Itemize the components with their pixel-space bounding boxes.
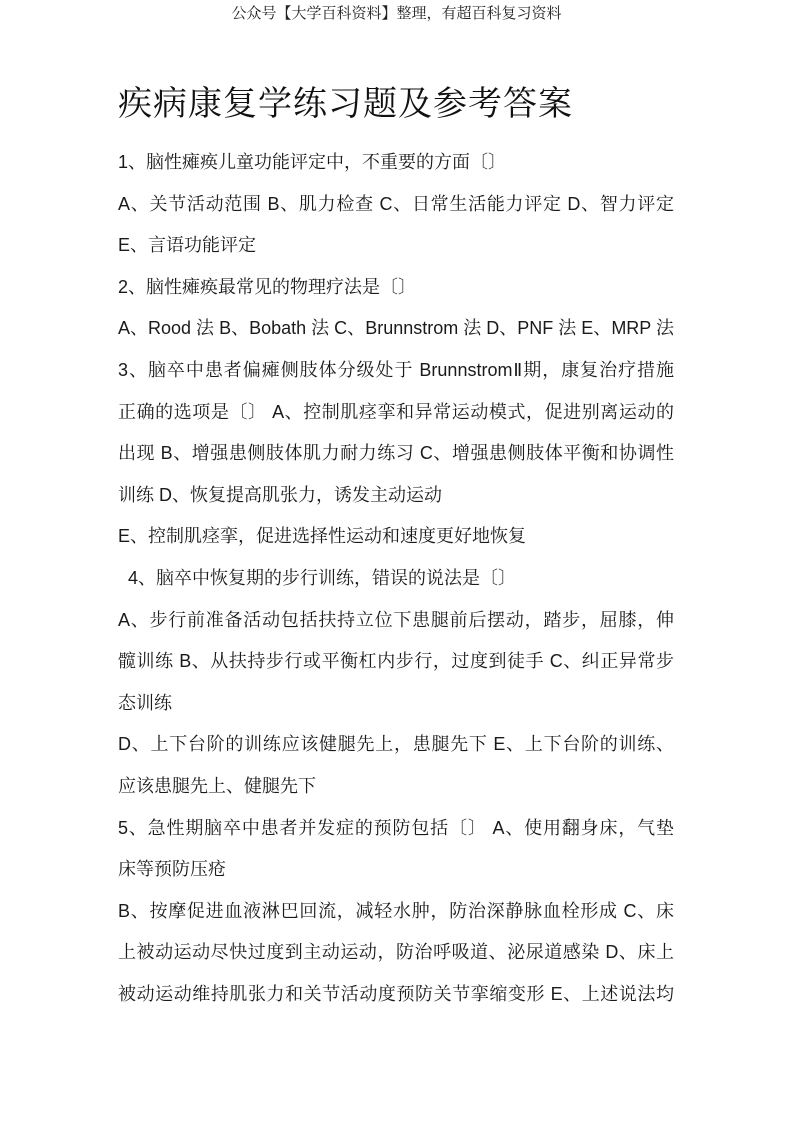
page-header: 公众号【大学百科资料】整理，有超百科复习资料 [231, 6, 562, 22]
question-1-options-cont: E、言语功能评定 [118, 235, 257, 256]
question-5: 5、急性期脑卒中患者并发症的预防包括〔〕 A、使用翻身床，气垫 [118, 817, 674, 838]
question-1-options: A、关节活动范围 B、肌力检查 C、日常生活能力评定 D、智力评定 [118, 193, 674, 214]
question-4: 4、脑卒中恢复期的步行训练，错误的说法是〔〕 [128, 567, 517, 588]
question-1: 1、脑性瘫痪儿童功能评定中，不重要的方面〔〕 [118, 152, 507, 172]
question-5-options-cont: 被动运动维持肌张力和关节活动度预防关节挛缩变形 E、上述说法均 [118, 983, 674, 1004]
question-5-options-cont: 上被动运动尽快过度到主动运动，防治呼吸道、泌尿道感染 D、床上 [118, 942, 674, 963]
question-3-cont: 出现 B、增强患侧肢体肌力耐力练习 C、增强患侧肢体平衡和协调性 [118, 443, 674, 464]
question-2-options: A、Rood 法 B、Bobath 法 C、Brunnstrom 法 D、PNF 法 E、MRP 法 [118, 318, 674, 339]
question-3: 3、脑卒中患者偏瘫侧肢体分级处于 BrunnstromⅡ期，康复治疗措施 [118, 359, 674, 380]
question-4-options: A、步行前准备活动包括扶持立位下患腿前后摆动，踏步，屈膝，伸 [118, 609, 674, 630]
question-4-options-cont: D、上下台阶的训练应该健腿先上，患腿先下 E、上下台阶的训练、 [118, 734, 674, 755]
document-body [118, 142, 674, 1015]
question-4-options-cont: 应该患腿先上、健腿先下 [118, 775, 316, 796]
question-5-cont: 床等预防压疮 [118, 859, 226, 880]
question-5-options: B、按摩促进血液淋巴回流，减轻水肿，防治深静脉血栓形成 C、床 [118, 900, 674, 921]
question-4-options-cont: 髋训练 B、从扶持步行或平衡杠内步行，过度到徒手 C、纠正异常步 [118, 651, 674, 672]
question-3-cont: 正确的选项是〔〕 A、控制肌痉挛和异常运动模式，促进别离运动的 [118, 401, 674, 422]
question-4-options-cont: 态训练 [118, 692, 172, 713]
question-3-cont: E、控制肌痉挛，促进选择性运动和速度更好地恢复 [118, 526, 527, 547]
question-2: 2、脑性瘫痪最常见的物理疗法是〔〕 [118, 276, 417, 297]
document-title: 疾病康复学练习题及参考答案 [118, 86, 573, 123]
question-3-cont: 训练 D、恢复提高肌张力，诱发主动运动 [118, 484, 442, 505]
